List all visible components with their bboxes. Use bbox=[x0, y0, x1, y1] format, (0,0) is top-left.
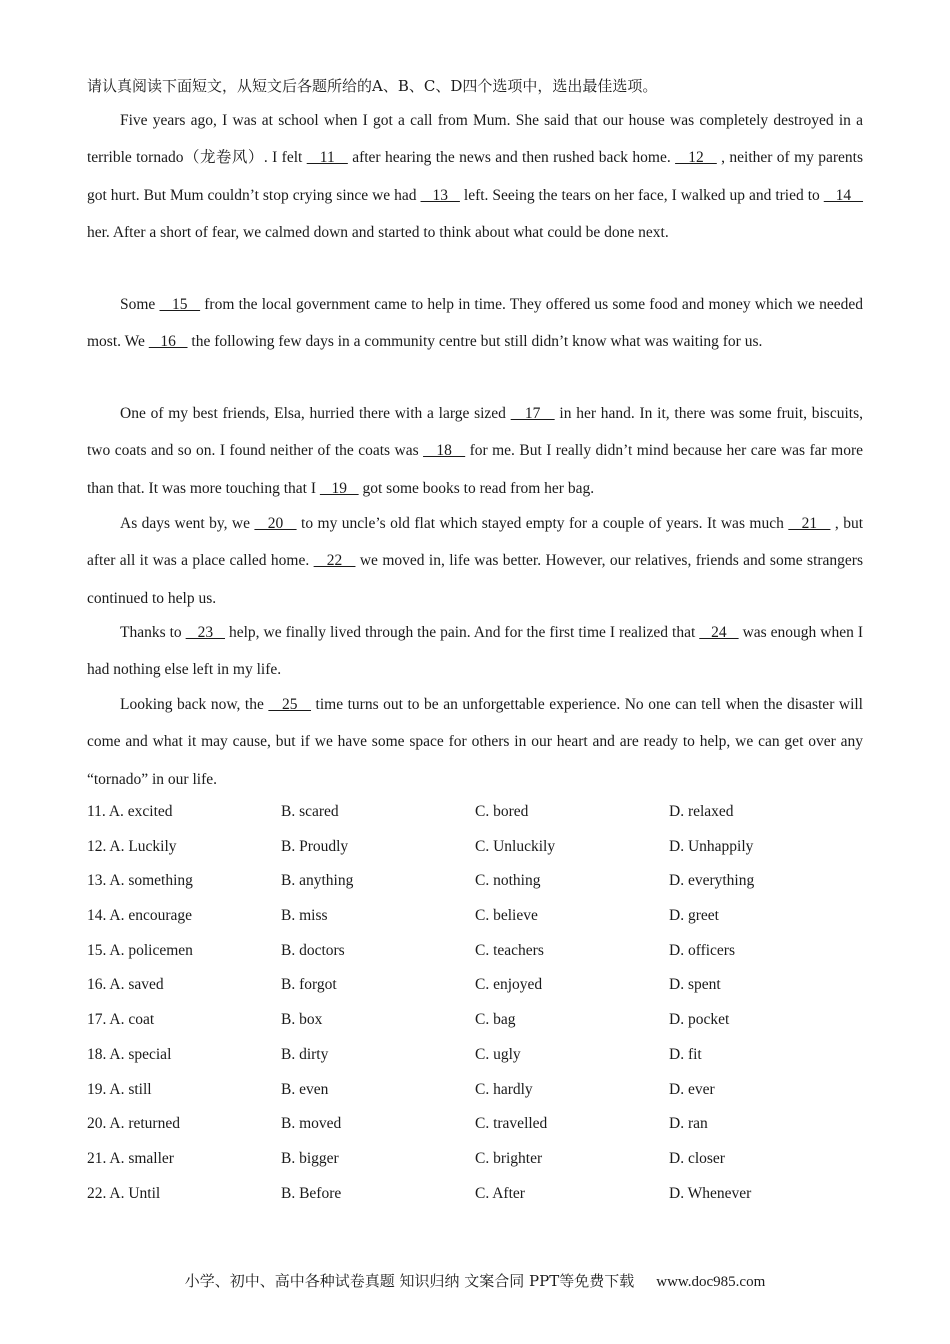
question-row bbox=[87, 907, 863, 942]
passage-paragraph bbox=[87, 614, 863, 689]
option-a: 22. A. Until bbox=[87, 1184, 161, 1202]
passage-text: As days went by, we bbox=[120, 515, 255, 532]
passage-text: time turns out to be an unforgettable experience. No one can tell when the disaster will come and what it may cause, but if we have some space for others in our heart and are ready to help, we can get over any “tornado” in our life. bbox=[87, 696, 863, 788]
blank-21: 21 bbox=[788, 515, 831, 532]
passage-text: Looking back now, the bbox=[120, 696, 269, 713]
blank-22: 22 bbox=[313, 552, 356, 570]
passage-paragraph bbox=[87, 102, 863, 252]
option-b: B. Proudly bbox=[281, 837, 349, 855]
passage-text: One of my best friends, Elsa, hurried there with a large sized bbox=[120, 405, 511, 422]
option-a: 19. A. still bbox=[87, 1080, 152, 1098]
options-list bbox=[87, 803, 863, 1219]
option-d: D. everything bbox=[669, 872, 755, 890]
passage-text: after hearing the news and then rushed back home. bbox=[347, 149, 676, 167]
question-row bbox=[87, 838, 863, 873]
passage-text: Some bbox=[120, 296, 160, 313]
option-c: C. After bbox=[475, 1184, 525, 1202]
option-c: C. believe bbox=[475, 907, 538, 925]
option-d: D. ever bbox=[669, 1080, 715, 1098]
option-d: D. fit bbox=[669, 1045, 702, 1063]
question-row bbox=[87, 1115, 863, 1150]
footer-url[interactable]: www.doc985.com bbox=[656, 1274, 766, 1290]
blank-23: 23 bbox=[185, 624, 225, 641]
option-b: B. even bbox=[281, 1080, 329, 1098]
option-d: D. spent bbox=[669, 976, 721, 994]
option-a: 11. A. excited bbox=[87, 803, 173, 820]
page-footer bbox=[0, 1270, 950, 1291]
option-a: 14. A. encourage bbox=[87, 907, 193, 925]
question-row bbox=[87, 872, 863, 907]
question-row bbox=[87, 942, 863, 977]
option-c: C. bag bbox=[475, 1011, 516, 1029]
passage-text: Five years ago, I was at school when I got a call from Mum. She said that our house was completely destroyed in a terrible tornado（龙卷风）. I felt bbox=[87, 112, 863, 167]
option-b: B. scared bbox=[281, 803, 339, 820]
option-b: B. doctors bbox=[281, 941, 345, 959]
option-d: D. officers bbox=[669, 941, 735, 959]
option-a: 18. A. special bbox=[87, 1045, 172, 1063]
blank-15: 15 bbox=[159, 296, 201, 313]
option-a: 20. A. returned bbox=[87, 1115, 180, 1133]
blank-16: 16 bbox=[148, 333, 188, 351]
option-b: B. moved bbox=[281, 1115, 342, 1133]
blank-14: 14 bbox=[823, 186, 864, 204]
passage-text: got some books to read from her bag. bbox=[358, 479, 595, 497]
option-b: B. bigger bbox=[281, 1149, 339, 1167]
blank-25: 25 bbox=[268, 696, 312, 713]
passage-text: was enough when I had nothing else left in my life. bbox=[87, 624, 863, 679]
option-d: D. closer bbox=[669, 1149, 725, 1167]
question-row bbox=[87, 1046, 863, 1081]
option-a: 13. A. something bbox=[87, 872, 193, 890]
option-b: B. forgot bbox=[281, 976, 337, 994]
passage-text: , but after all it was a place called home. bbox=[87, 515, 864, 570]
passage-paragraph bbox=[87, 395, 863, 507]
passage-text: in her hand. In it, there was some fruit, biscuits, two coats and so on. I found neither of the coats was bbox=[87, 405, 863, 460]
option-b: B. dirty bbox=[281, 1045, 329, 1063]
question-row bbox=[87, 976, 863, 1011]
passage-text: , neither of my parents got hurt. But Mum couldn’t stop crying since we had bbox=[87, 149, 864, 204]
blank-18: 18 bbox=[423, 442, 466, 460]
passage-text: Thanks to bbox=[120, 624, 186, 641]
blank-24: 24 bbox=[699, 624, 739, 641]
passage-text: for me. But I really didn’t mind because her care was far more than that. It was more touching that I bbox=[87, 442, 863, 497]
passage-text: we moved in, life was better. However, our relatives, friends and some strangers continued to help us. bbox=[87, 552, 863, 607]
option-c: C. brighter bbox=[475, 1149, 543, 1167]
blank-11: 11 bbox=[306, 149, 348, 167]
option-d: D. greet bbox=[669, 907, 719, 925]
option-a: 16. A. saved bbox=[87, 976, 164, 994]
passage-text: from the local government came to help in time. They offered us some food and money which we needed most. We bbox=[87, 296, 864, 351]
option-c: C. teachers bbox=[475, 941, 544, 959]
blank-12: 12 bbox=[675, 149, 717, 167]
instruction: 请认真阅读下面短文，从短文后各题所给的A、B、C、D四个选项中，选出最佳选项。 bbox=[87, 77, 658, 95]
passage-paragraph bbox=[87, 286, 863, 361]
option-a: 15. A. policemen bbox=[87, 941, 193, 959]
blank-20: 20 bbox=[254, 515, 297, 532]
option-c: C. nothing bbox=[475, 872, 541, 890]
question-row bbox=[87, 803, 863, 838]
question-row bbox=[87, 1150, 863, 1185]
option-d: D. pocket bbox=[669, 1011, 730, 1029]
passage-paragraph bbox=[87, 686, 863, 798]
option-c: C. Unluckily bbox=[475, 837, 556, 855]
option-a: 17. A. coat bbox=[87, 1011, 155, 1029]
option-b: B. miss bbox=[281, 907, 328, 925]
passage-text: to my uncle’s old flat which stayed empty for a couple of years. It was much bbox=[296, 515, 789, 532]
option-c: C. enjoyed bbox=[475, 976, 543, 994]
option-d: D. Whenever bbox=[669, 1184, 752, 1202]
option-b: B. Before bbox=[281, 1184, 342, 1202]
option-b: B. anything bbox=[281, 872, 354, 890]
option-d: D. ran bbox=[669, 1115, 708, 1133]
passage-text: help, we finally lived through the pain. And for the first time I realized that bbox=[225, 624, 700, 641]
footer-text: 小学、初中、高中各种试卷真题 知识归纳 文案合同 PPT等免费下载 bbox=[184, 1272, 635, 1290]
question-row bbox=[87, 1011, 863, 1046]
option-c: C. ugly bbox=[475, 1045, 521, 1063]
option-a: 21. A. smaller bbox=[87, 1149, 174, 1167]
passage-text: left. Seeing the tears on her face, I walked up and tried to bbox=[459, 186, 824, 204]
passage-text: the following few days in a community centre but still didn’t know what was waiting for us. bbox=[187, 333, 763, 351]
blank-13: 13 bbox=[420, 186, 460, 204]
option-a: 12. A. Luckily bbox=[87, 837, 177, 855]
option-d: D. Unhappily bbox=[669, 837, 754, 855]
option-c: C. bored bbox=[475, 803, 529, 820]
blank-19: 19 bbox=[319, 479, 359, 497]
passage-paragraph bbox=[87, 505, 863, 617]
passage-text: her. After a short of fear, we calmed down and started to think about what could be done next. bbox=[87, 224, 669, 242]
option-d: D. relaxed bbox=[669, 803, 734, 820]
option-b: B. box bbox=[281, 1011, 323, 1029]
blank-17: 17 bbox=[510, 405, 555, 422]
option-c: C. travelled bbox=[475, 1115, 548, 1133]
option-c: C. hardly bbox=[475, 1080, 533, 1098]
question-row bbox=[87, 1081, 863, 1116]
question-row bbox=[87, 1185, 863, 1220]
